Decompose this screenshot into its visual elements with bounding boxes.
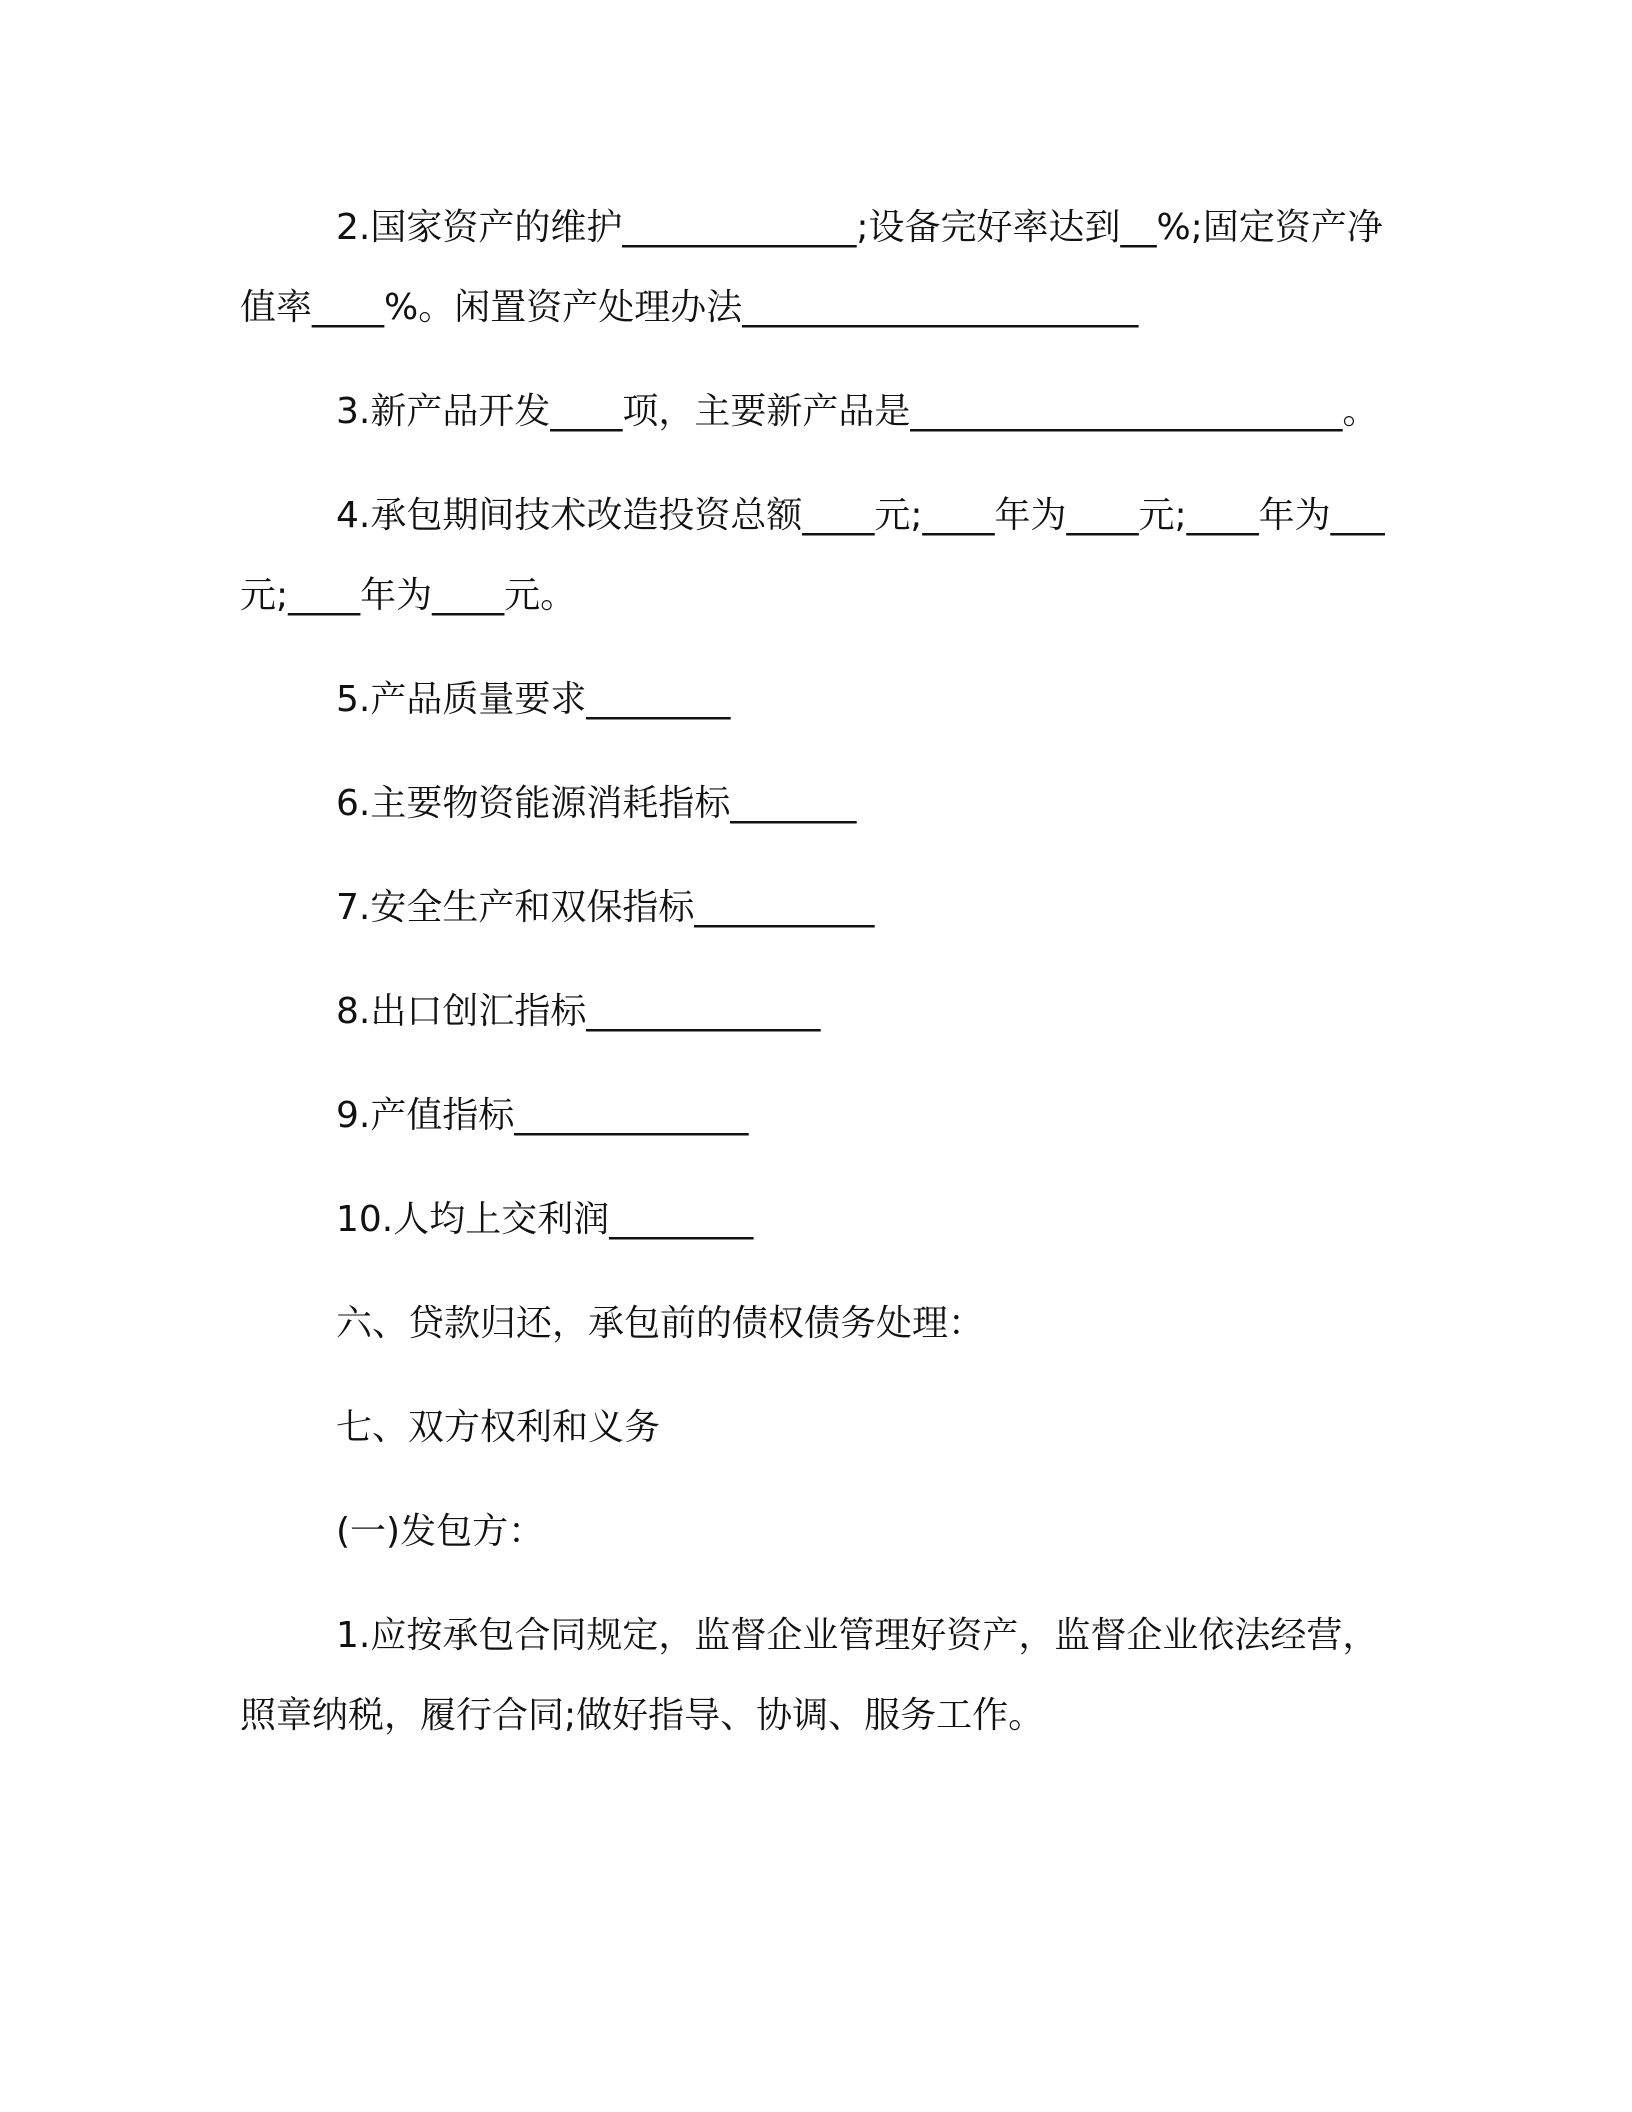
paragraph-new-products: 3.新产品开发____项，主要新产品是________________________。 <box>336 391 1379 432</box>
heading-contracting-party: (一)发包方： <box>336 1511 545 1552</box>
paragraph-output-value: 9.产值指标_____________ <box>336 1095 749 1136</box>
paragraph-quality-requirements: 5.产品质量要求________ <box>336 679 731 720</box>
heading-rights-obligations: 七、双方权利和义务 <box>336 1407 661 1448</box>
paragraph-export-indicator: 8.出口创汇指标_____________ <box>336 991 821 1032</box>
paragraph-profit-per-capita: 10.人均上交利润________ <box>336 1199 754 1240</box>
paragraph-safety-indicators: 7.安全生产和双保指标__________ <box>336 887 875 928</box>
paragraph-tech-investment: 4.承包期间技术改造投资总额____元;____年为____元;____年为___元;____年为____元。 <box>240 495 1385 616</box>
paragraph-supervision-duty: 1.应按承包合同规定，监督企业管理好资产，监督企业依法经营，照章纳税，履行合同;做好指导、协调、服务工作。 <box>240 1615 1379 1736</box>
paragraph-asset-maintenance: 2.国家资产的维护_____________;设备完好率达到__%;固定资产净值率____%。闲置资产处理办法______________________ <box>240 207 1383 328</box>
paragraph-energy-consumption: 6.主要物资能源消耗指标_______ <box>336 783 857 824</box>
document-body <box>240 188 1400 1780</box>
heading-loan-repayment: 六、贷款归还，承包前的债权债务处理： <box>336 1303 985 1344</box>
